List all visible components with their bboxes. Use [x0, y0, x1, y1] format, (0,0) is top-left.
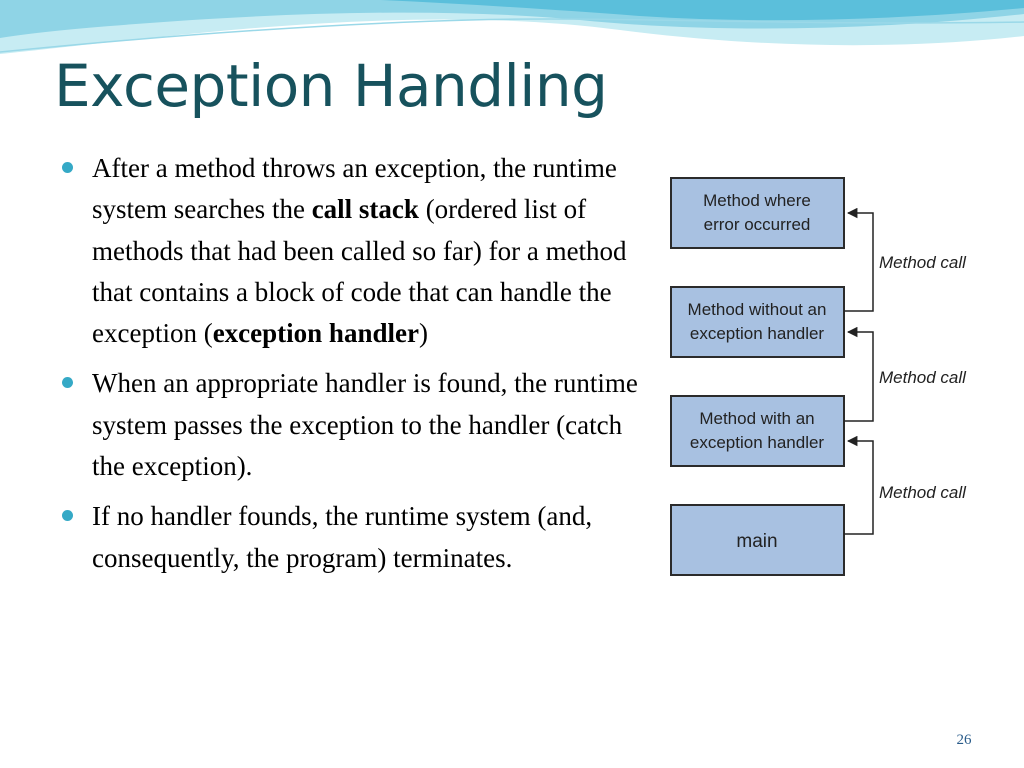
stack-box-label: error occurred	[703, 215, 811, 234]
call-stack-diagram	[670, 176, 974, 576]
stack-box-error-method	[671, 178, 844, 248]
bullet-dot-icon	[62, 510, 73, 521]
stack-box-label: Method where	[703, 191, 811, 210]
method-call-label: Method call	[879, 368, 966, 387]
stack-box-label: main	[736, 531, 778, 552]
bullet-list	[62, 148, 660, 588]
method-call-label: Method call	[879, 483, 966, 502]
bullet-item	[62, 148, 660, 354]
stack-box-label: exception handler	[689, 324, 825, 343]
method-call-label: Method call	[879, 253, 966, 272]
bullet-text: After a method throws an exception, the runtime system searches the call stack (ordered list of methods that had been called so far) for a method that contains a block of code that can handle the exception (exception handler)	[92, 153, 627, 349]
stack-box-method-without-handler	[671, 287, 844, 357]
slide-title: Exception Handling	[54, 52, 608, 120]
bullet-item	[62, 496, 660, 579]
term-exception-handler: exception handler	[212, 318, 419, 349]
bullet-text: When an appropriate handler is found, the runtime system passes the exception to the handler (catch the exception).	[92, 368, 638, 482]
bullet-text: If no handler founds, the runtime system (and, consequently, the program) terminates.	[92, 501, 593, 573]
stack-box-label: Method without an	[687, 300, 827, 319]
bullet-dot-icon	[62, 162, 73, 173]
stack-box-method-with-handler	[671, 396, 844, 466]
bullet-item	[62, 363, 660, 487]
bullet-dot-icon	[62, 377, 73, 388]
stack-box-label: Method with an	[699, 409, 815, 428]
term-call-stack: call stack	[311, 194, 419, 225]
page-number: 26	[956, 732, 972, 748]
stack-box-label: exception handler	[689, 433, 825, 452]
